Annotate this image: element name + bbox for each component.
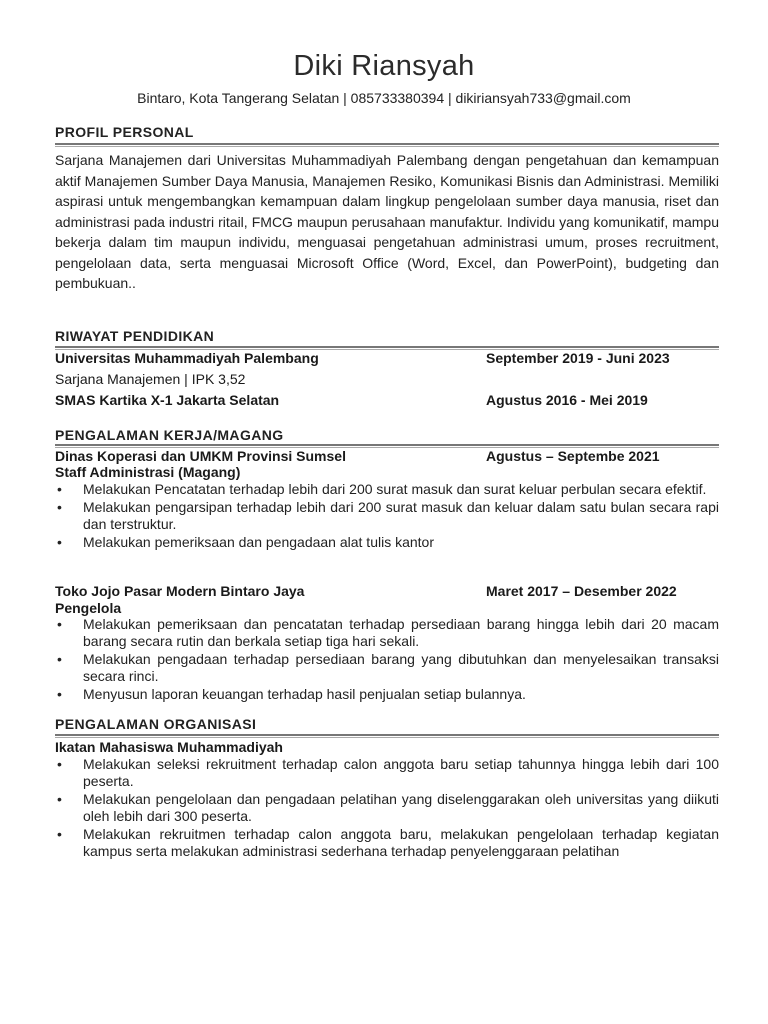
section-title-organization: PENGALAMAN ORGANISASI	[55, 716, 257, 732]
section-title-profile: PROFIL PERSONAL	[55, 124, 194, 140]
list-item: • Melakukan pemeriksaan dan pengadaan alat tulis kantor	[57, 534, 435, 550]
job-duties-list	[55, 616, 719, 704]
bullet-icon: •	[57, 686, 62, 702]
list-item: • Melakukan Pencatatan terhadap lebih dari 200 surat masuk dan surat keluar perbulan secara efektif.	[57, 481, 707, 497]
job-role-row	[55, 463, 719, 481]
job-role: Pengelola	[55, 600, 122, 616]
section-divider	[55, 143, 719, 147]
bullet-icon: •	[57, 826, 62, 842]
education-detail-row	[55, 370, 719, 388]
job-period: Maret 2017 – Desember 2022	[486, 583, 677, 599]
section-title-work: PENGALAMAN KERJA/MAGANG	[55, 427, 284, 443]
education-period: September 2019 - Juni 2023	[486, 350, 670, 366]
education-detail: Sarjana Manajemen | IPK 3,52	[55, 371, 246, 387]
profile-summary: Sarjana Manajemen dari Universitas Muhammadiyah Palembang dengan pengetahuan dan kemampuan aktif Manajemen Sumber Daya Manusia, Manajemen Resiko, Komunikasi Bisnis dan Administrasi. Memiliki aspirasi untuk mengembangkan kemampuan dalam lingkup pengelolaan sumber daya manusia, riset dan administrasi pada industri ritail, FMCG maupun perusahaan manufaktur. Individu yang komunikatif, mampu bekerja dalam tim maupun individu, menguasai pengetahuan administrasi umum, proses recruitment, pengelolaan data, serta menguasai Microsoft Office (Word, Excel, dan PowerPoint), budgeting dan pembukuan..	[55, 152, 719, 291]
list-item: • Melakukan rekruitmen terhadap calon anggota baru, melakukan pengelolaan terhadap kegiatan kampus serta melakukan administrasi sederhana terhadap penyelenggaraan pelatihan	[57, 826, 719, 859]
bullet-icon: •	[57, 616, 62, 632]
job-role-row	[55, 599, 719, 617]
bullet-icon: •	[57, 499, 62, 515]
list-item: • Melakukan pengelolaan dan pengadaan pelatihan yang diselenggarakan oleh universitas yang diikuti oleh lebih dari 300 peserta.	[57, 791, 719, 824]
bullet-icon: •	[57, 481, 62, 497]
list-item: • Melakukan pengarsipan terhadap lebih dari 200 surat masuk dan keluar dalam satu bulan secara rapi dan terstruktur.	[57, 499, 719, 532]
job-period: Agustus – Septembe 2021	[486, 448, 660, 464]
bullet-icon: •	[57, 791, 62, 807]
job-company: Toko Jojo Pasar Modern Bintaro Jaya	[55, 583, 305, 599]
bullet-icon: •	[57, 756, 62, 772]
list-item: • Melakukan pemeriksaan dan pencatatan terhadap persediaan barang hingga lebih dari 20 macam barang secara rutin dan berkala setiap tiga hari sekali.	[57, 616, 719, 649]
education-period: Agustus 2016 - Mei 2019	[486, 392, 648, 408]
job-company: Dinas Koperasi dan UMKM Provinsi Sumsel	[55, 448, 346, 464]
job-duties-list	[55, 481, 719, 552]
contact-info: Bintaro, Kota Tangerang Selatan | 085733380394 | dikiriansyah733@gmail.com	[137, 90, 631, 106]
organization-duties-list	[55, 756, 719, 861]
education-school: Universitas Muhammadiyah Palembang	[55, 350, 319, 366]
section-title-education: RIWAYAT PENDIDIKAN	[55, 328, 215, 344]
list-item: • Melakukan pengadaan terhadap persediaan barang yang dibutuhkan dan menyelesaikan transaksi secara rinci.	[57, 651, 719, 684]
education-entry-1	[55, 349, 719, 367]
list-item: • Menyusun laporan keuangan terhadap hasil penjualan setiap bulannya.	[57, 686, 526, 702]
bullet-icon: •	[57, 534, 62, 550]
education-school: SMAS Kartika X-1 Jakarta Selatan	[55, 392, 280, 408]
candidate-name: Diki Riansyah	[293, 50, 475, 82]
organization-name: Ikatan Mahasiswa Muhammadiyah	[55, 739, 283, 755]
bullet-icon: •	[57, 651, 62, 667]
list-item: • Melakukan seleksi rekruitment terhadap calon anggota baru setiap tahunnya hingga lebih dari 100 peserta.	[57, 756, 719, 789]
job-entry-2	[55, 582, 719, 600]
organization-entry	[55, 738, 719, 756]
job-role: Staff Administrasi (Magang)	[55, 464, 241, 480]
education-entry-2	[55, 391, 719, 409]
